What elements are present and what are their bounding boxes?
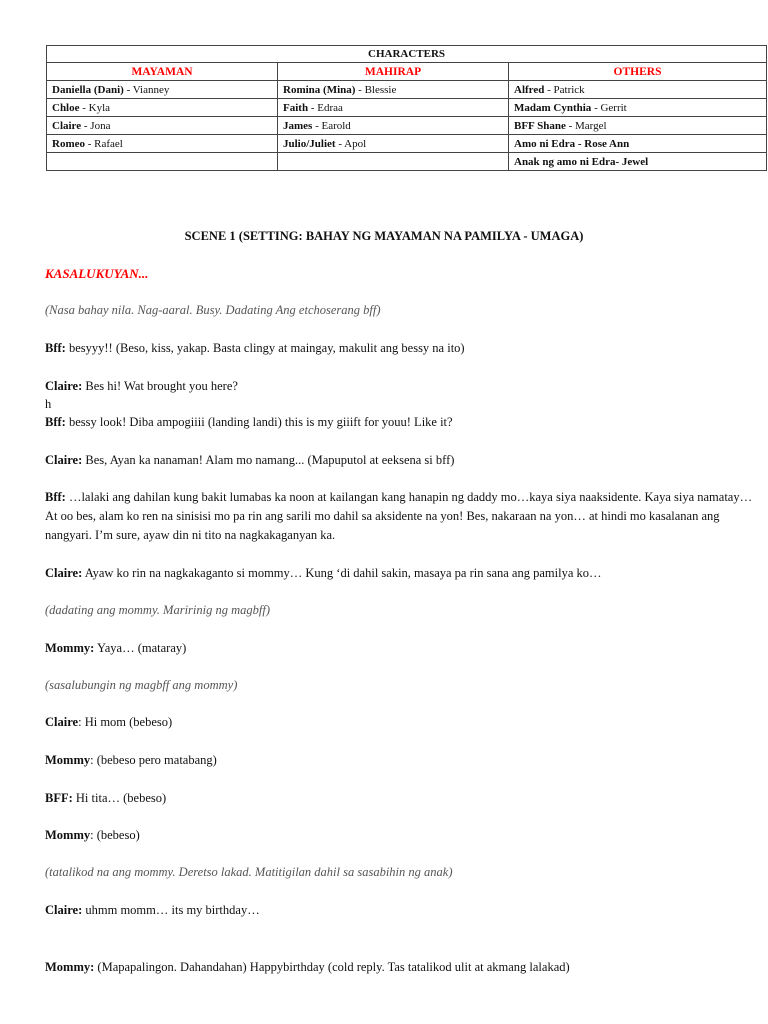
speaker-name: Mommy (45, 828, 91, 842)
table-row (47, 117, 767, 135)
time-label: KASALUKUYAN... (45, 266, 149, 281)
speaker-name: Claire: (45, 453, 83, 467)
speaker-name: Claire: (45, 566, 83, 580)
dialogue-line (45, 751, 217, 770)
dialogue-text: uhmm momm… its my birthday… (82, 903, 260, 917)
table-row (47, 99, 767, 117)
table-row (47, 135, 767, 153)
table-cell (47, 153, 278, 171)
table-row (47, 81, 767, 99)
table-cell: James - Earold (278, 117, 509, 135)
dialogue-text: Bes, Ayan ka nanaman! Alam mo namang... (Mapuputol at eeksena si bff) (82, 453, 455, 467)
table-cell: Romeo - Rafael (47, 135, 278, 153)
speaker-name: Claire: (45, 379, 83, 393)
column-header-others: OTHERS (509, 63, 767, 81)
stage-direction: (sasalubungin ng magbff ang mommy) (45, 678, 238, 692)
dialogue-line (45, 564, 602, 583)
dialogue-text: Yaya… (mataray) (94, 641, 187, 655)
speaker-name: Bff: (45, 490, 66, 504)
dialogue-line (45, 789, 166, 808)
dialogue-text: (Mapapalingon. Dahandahan) Happybirthday (cold reply. Tas tatalikod ulit at akmang lalakad) (94, 960, 570, 974)
stage-direction: (tatalikod na ang mommy. Deretso lakad. Matitigilan dahil sa sasabihin ng anak) (45, 865, 453, 879)
stage-direction: (dadating ang mommy. Maririnig ng magbff) (45, 603, 270, 617)
dialogue-text: Bes hi! Wat brought you here? (82, 379, 238, 393)
table-cell: Daniella (Dani) - Vianney (47, 81, 278, 99)
stage-direction: (Nasa bahay nila. Nag-aaral. Busy. Dadating Ang etchoserang bff) (45, 303, 381, 317)
speaker-name: Mommy (45, 753, 91, 767)
dialogue-line (45, 639, 186, 658)
dialogue-text: : Hi mom (bebeso) (78, 715, 173, 729)
dialogue-text: besyyy!! (Beso, kiss, yakap. Basta clingy at maingay, makulit ang bessy na ito) (65, 341, 465, 355)
dialogue-text: …lalaki ang dahilan kung bakit lumabas ka noon at kailangan kang hanapin ng daddy mo…kaya siya naaksidente. Kaya siya namatay… At oo bes, alam ko ren na sinisisi mo pa rin ang sarili mo dahil sa aksidente na yon! Bes, nakaraan na yon… at hindi mo kasalanan ang nangyari. I’m sure, ayaw din ni tito na nagkakaganyan ka. (45, 490, 753, 542)
dialogue-text: : (bebeso pero matabang) (90, 753, 217, 767)
column-header-mahirap: MAHIRAP (278, 63, 509, 81)
speaker-name: Mommy: (45, 960, 95, 974)
table-cell: Julio/Juliet - Apol (278, 135, 509, 153)
table-cell: Anak ng amo ni Edra- Jewel (509, 153, 767, 171)
table-cell: Romina (Mina) - Blessie (278, 81, 509, 99)
table-cell: Chloe - Kyla (47, 99, 278, 117)
dialogue-text: Ayaw ko rin na nagkakaganto si mommy… Kung ‘di dahil sakin, masaya pa rin sana ang pamilya ko… (82, 566, 602, 580)
table-cell: Alfred - Patrick (509, 81, 767, 99)
dialogue-line (45, 826, 140, 845)
dialogue-text: bessy look! Diba ampogiiii (landing landi) this is my giiift for youu! Like it? (65, 415, 453, 429)
table-cell (278, 153, 509, 171)
dialogue-line (45, 713, 172, 732)
table-cell: BFF Shane - Margel (509, 117, 767, 135)
dialogue-text: Hi tita… (bebeso) (72, 791, 167, 805)
stray-text: h (45, 397, 52, 411)
table-cell: Madam Cynthia - Gerrit (509, 99, 767, 117)
speaker-name: Claire: (45, 903, 83, 917)
speaker-name: BFF: (45, 791, 73, 805)
table-cell: Amo ni Edra - Rose Ann (509, 135, 767, 153)
scene-heading: SCENE 1 (SETTING: BAHAY NG MAYAMAN NA PAMILYA - UMAGA) (184, 229, 584, 243)
column-header-mayaman: MAYAMAN (47, 63, 278, 81)
table-row (47, 153, 767, 171)
dialogue-line (45, 958, 570, 977)
dialogue-line (45, 901, 260, 920)
speaker-name: Claire (45, 715, 79, 729)
dialogue-line (45, 339, 465, 358)
dialogue-text: : (bebeso) (90, 828, 140, 842)
dialogue-line (45, 451, 454, 470)
speaker-name: Bff: (45, 341, 66, 355)
dialogue-line (45, 413, 453, 432)
table-cell: Faith - Edraa (278, 99, 509, 117)
characters-table (46, 45, 767, 171)
dialogue-line (45, 377, 238, 396)
speaker-name: Mommy: (45, 641, 95, 655)
speaker-name: Bff: (45, 415, 66, 429)
dialogue-paragraph (45, 488, 755, 545)
table-cell: Claire - Jona (47, 117, 278, 135)
table-title: CHARACTERS (47, 46, 767, 63)
